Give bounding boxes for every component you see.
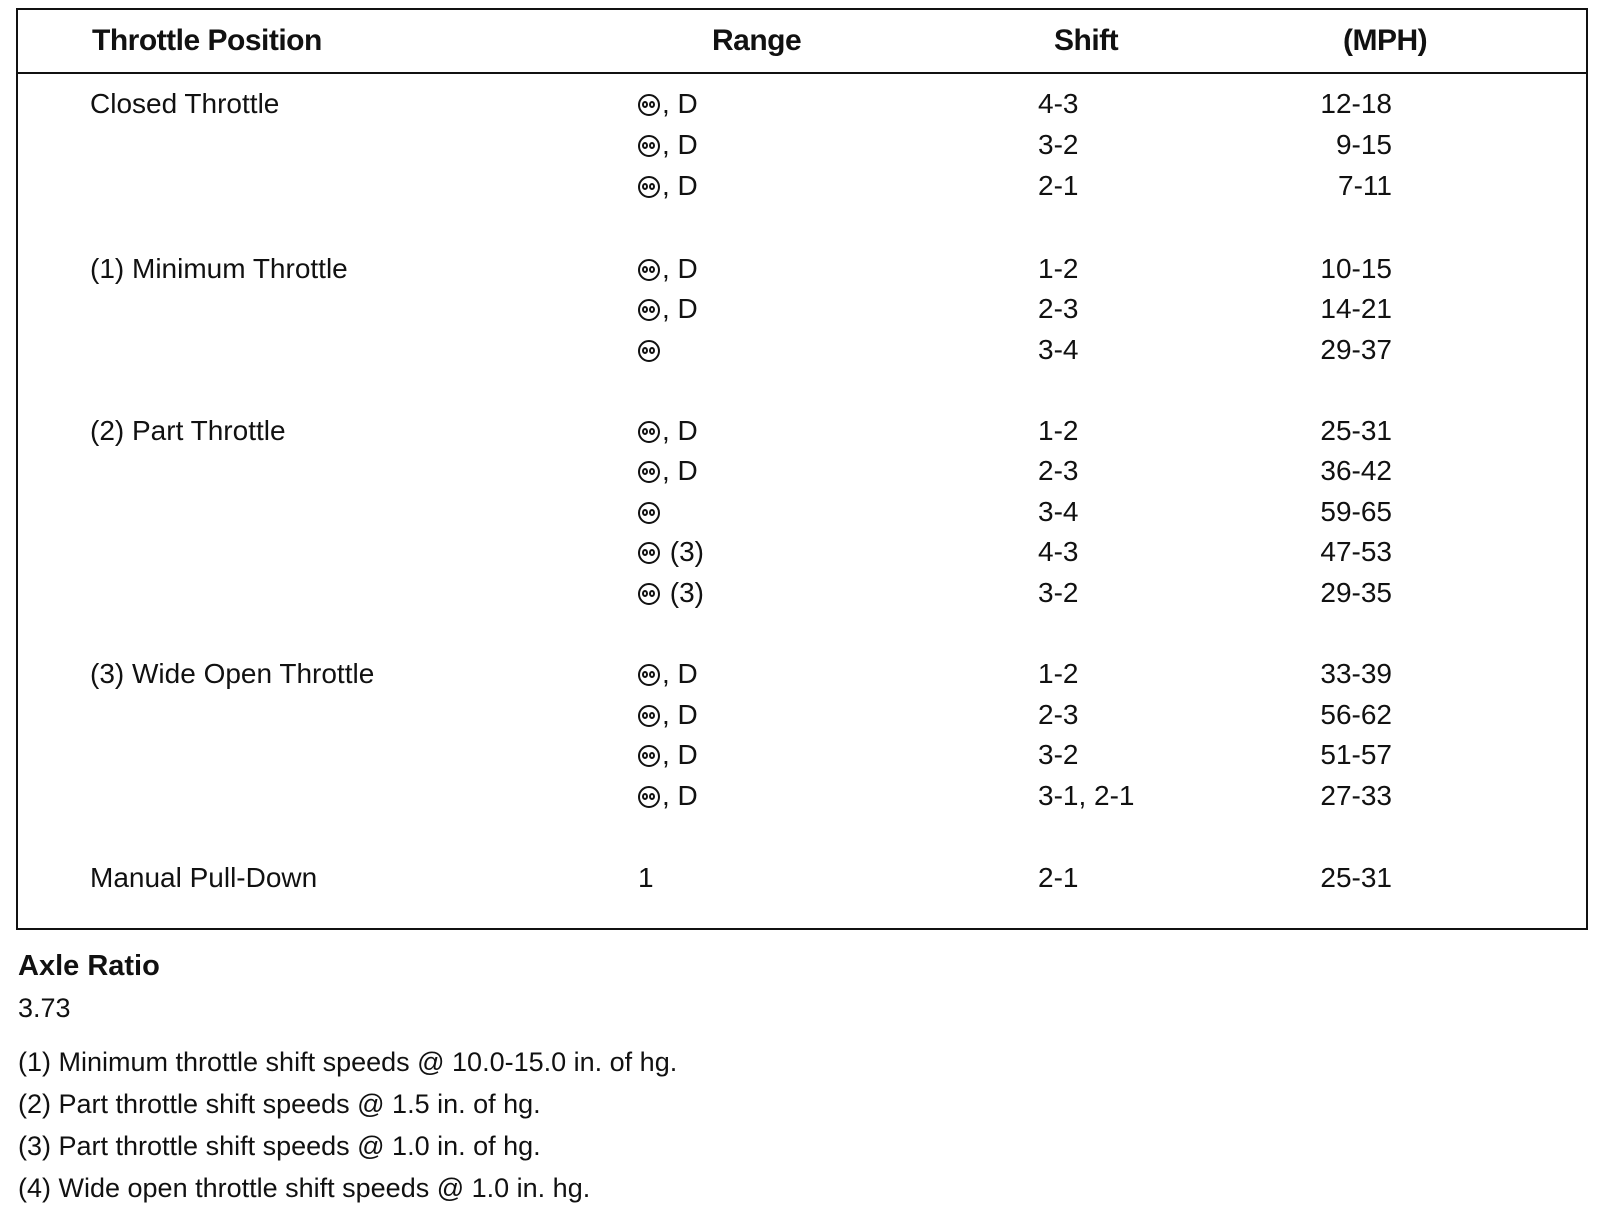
row-mph: 25-31: [1320, 862, 1392, 893]
row-range-text: , D: [662, 88, 698, 119]
row-range-text: , D: [662, 293, 698, 324]
row-shift: 1-2: [1038, 253, 1079, 284]
row-shift: 3-1, 2-1: [1038, 780, 1135, 811]
row-throttle-position: (2) Part Throttle: [90, 415, 286, 446]
row-range: [638, 170, 698, 202]
overdrive-icon: [638, 94, 660, 116]
row-range: [638, 334, 662, 366]
row-shift: 3-2: [1038, 739, 1079, 770]
row-range: [638, 739, 698, 771]
overdrive-icon: [638, 135, 660, 157]
row-mph: 14-21: [1320, 293, 1392, 324]
row-mph: 36-42: [1320, 455, 1392, 486]
footnote: (1) Minimum throttle shift speeds @ 10.0-15.0 in. of hg.: [18, 1047, 678, 1077]
overdrive-icon: [638, 745, 660, 767]
overdrive-icon: [638, 176, 660, 198]
row-shift: 1-2: [1038, 415, 1079, 446]
row-range-text: , D: [662, 699, 698, 730]
row-range: [638, 536, 704, 568]
overdrive-icon: [638, 705, 660, 727]
row-range: [638, 455, 698, 487]
row-range-text: (3): [662, 577, 704, 608]
overdrive-icon: [638, 542, 660, 564]
row-range: [638, 496, 662, 528]
header-shift: Shift: [1054, 24, 1119, 57]
axle-ratio-title: Axle Ratio: [18, 950, 160, 982]
row-range-text: , D: [662, 455, 698, 486]
row-throttle-position: (1) Minimum Throttle: [90, 253, 348, 284]
row-mph: 29-37: [1320, 334, 1392, 365]
row-shift: 4-3: [1038, 536, 1079, 567]
row-mph: 12-18: [1320, 88, 1392, 119]
row-range-text: , D: [662, 170, 698, 201]
row-mph: 7-11: [1338, 170, 1392, 201]
row-range: [638, 293, 698, 325]
footnote: (4) Wide open throttle shift speeds @ 1.0 in. hg.: [18, 1173, 591, 1203]
row-shift: 3-2: [1038, 577, 1079, 608]
row-shift: 3-4: [1038, 334, 1079, 365]
header-throttle-position: Throttle Position: [92, 24, 322, 57]
footnote: (3) Part throttle shift speeds @ 1.0 in. of hg.: [18, 1131, 541, 1161]
overdrive-icon: [638, 299, 660, 321]
table-header: [18, 10, 1586, 74]
row-throttle-position: (3) Wide Open Throttle: [90, 658, 375, 689]
row-mph: 51-57: [1320, 739, 1392, 770]
shift-speed-table: [16, 8, 1588, 930]
row-mph: 25-31: [1320, 415, 1392, 446]
row-range-text: , D: [662, 658, 698, 689]
row-range-text: , D: [662, 415, 698, 446]
row-range: [638, 862, 654, 894]
header-mph: (MPH): [1343, 24, 1428, 57]
row-mph: 33-39: [1320, 658, 1392, 689]
row-shift: 2-1: [1038, 862, 1079, 893]
row-mph: 47-53: [1320, 536, 1392, 567]
overdrive-icon: [638, 502, 660, 524]
row-range-text: , D: [662, 739, 698, 770]
overdrive-icon: [638, 664, 660, 686]
overdrive-icon: [638, 583, 660, 605]
row-range: [638, 129, 698, 161]
row-mph: 9-15: [1335, 129, 1392, 160]
row-shift: 4-3: [1038, 88, 1079, 119]
axle-ratio-value: 3.73: [18, 993, 71, 1023]
overdrive-icon: [638, 786, 660, 808]
overdrive-icon: [638, 259, 660, 281]
row-range-text: , D: [662, 129, 698, 160]
header-range: Range: [712, 24, 802, 57]
footnote: (2) Part throttle shift speeds @ 1.5 in. of hg.: [18, 1089, 541, 1119]
row-range-text: 1: [638, 862, 654, 893]
row-shift: 2-1: [1038, 170, 1079, 201]
row-shift: 2-3: [1038, 455, 1079, 486]
row-throttle-position: Closed Throttle: [90, 88, 280, 119]
row-range: [638, 253, 698, 285]
row-mph: 56-62: [1320, 699, 1392, 730]
row-mph: 10-15: [1320, 253, 1392, 284]
row-mph: 27-33: [1320, 780, 1392, 811]
row-range: [638, 415, 698, 447]
row-range-text: , D: [662, 253, 698, 284]
row-shift: 1-2: [1038, 658, 1079, 689]
notes-section: [18, 945, 677, 1209]
row-shift: 2-3: [1038, 699, 1079, 730]
row-range-text: (3): [662, 536, 704, 567]
overdrive-icon: [638, 421, 660, 443]
row-shift: 3-4: [1038, 496, 1079, 527]
row-mph: 29-35: [1320, 577, 1392, 608]
row-range: [638, 780, 698, 812]
row-range: [638, 88, 698, 120]
row-range: [638, 699, 698, 731]
row-mph: 59-65: [1320, 496, 1392, 527]
overdrive-icon: [638, 340, 660, 362]
row-range: [638, 577, 704, 609]
overdrive-icon: [638, 461, 660, 483]
row-shift: 2-3: [1038, 293, 1079, 324]
row-throttle-position: Manual Pull-Down: [90, 862, 318, 893]
row-shift: 3-2: [1038, 129, 1079, 160]
row-range-text: , D: [662, 780, 698, 811]
row-range: [638, 658, 698, 690]
